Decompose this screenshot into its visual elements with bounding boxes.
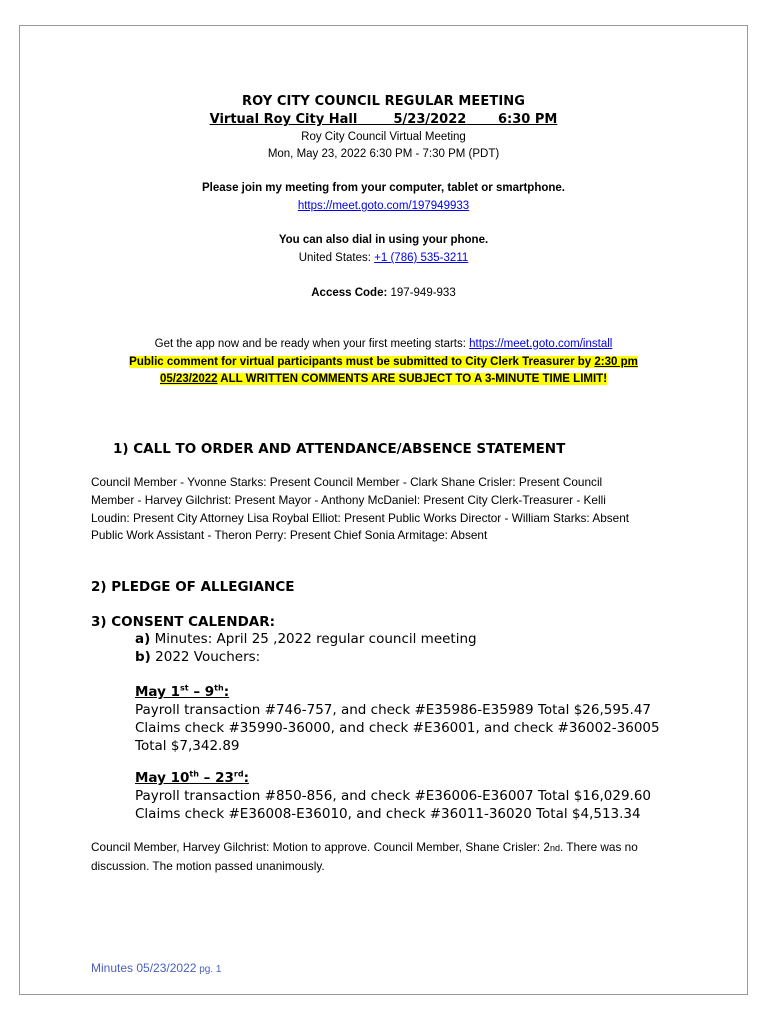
- notice-date: 05/23/2022: [159, 373, 218, 385]
- section-2-heading: 2) PLEDGE OF ALLEGIANCE: [91, 579, 295, 595]
- item-b-text: 2022 Vouchers:: [150, 649, 261, 665]
- meeting-link[interactable]: https://meet.goto.com/197949933: [297, 200, 470, 212]
- notice-line-1: [20, 356, 747, 368]
- period-1-end-sup: th: [214, 683, 224, 693]
- dial-instruction: You can also dial in using your phone.: [278, 234, 489, 246]
- meeting-name: Roy City Council Virtual Meeting: [301, 131, 466, 143]
- item-b-label: b): [135, 649, 151, 665]
- attendance-paragraph: [91, 474, 731, 545]
- motion-line-1: [91, 839, 731, 858]
- join-instruction: Please join my meeting from your computer, tablet or smartphone.: [202, 182, 565, 194]
- voucher-line: Total $7,342.89: [135, 738, 240, 754]
- period-1-start-sup: st: [180, 683, 189, 693]
- subtitle-date: 5/23/2022: [393, 112, 467, 127]
- item-a-label: a): [135, 631, 151, 647]
- phone-row: [20, 252, 747, 264]
- motion-text-end: . There was no: [559, 840, 638, 854]
- period-2-colon: :: [243, 770, 249, 786]
- access-code-label: Access Code:: [311, 287, 388, 299]
- section-3-heading: 3) CONSENT CALENDAR:: [91, 614, 276, 630]
- document-page: [19, 25, 748, 995]
- voucher-line: Claims check #35990-36000, and check #E36001, and check #36002-36005: [135, 720, 660, 736]
- access-code-value: 197-949-933: [387, 287, 456, 299]
- voucher-line: Payroll transaction #850-856, and check #E36006-E36007 Total $16,029.60: [135, 788, 651, 804]
- footer-text: Minutes 05/23/2022: [91, 961, 197, 975]
- motion-text: Council Member, Harvey Gilchrist: Motion to approve. Council Member, Shane Crisler: 2: [91, 840, 550, 854]
- item-a-text: Minutes: April 25 ,2022 regular council meeting: [150, 631, 477, 647]
- period-2-end-sup: rd: [233, 769, 244, 779]
- notice-line-2: [20, 373, 747, 385]
- voucher-line: Payroll transaction #746-757, and check #E35986-E35989 Total $26,595.47: [135, 702, 651, 718]
- consent-item-a: [135, 631, 477, 647]
- country-label: United States:: [298, 252, 375, 264]
- voucher-line: Claims check #E36008-E36010, and check #36011-36020 Total $4,513.34: [135, 806, 641, 822]
- meeting-subtitle: [20, 112, 747, 127]
- period-2-details: [135, 787, 651, 823]
- period-1-end: – 9: [188, 684, 215, 700]
- motion-paragraph: [91, 839, 731, 876]
- period-1-heading: [135, 684, 229, 700]
- meeting-title: ROY CITY COUNCIL REGULAR MEETING: [241, 94, 526, 109]
- join-link-row: [20, 200, 747, 212]
- period-1-colon: :: [223, 684, 230, 700]
- period-2-start-sup: th: [189, 769, 199, 779]
- section-1-heading: 1) CALL TO ORDER AND ATTENDANCE/ABSENCE STATEMENT: [113, 441, 566, 457]
- attendance-line: Council Member - Yvonne Starks: Present Council Member - Clark Shane Crisler: Present Council: [91, 475, 603, 489]
- period-2-heading: [135, 770, 249, 786]
- footer-page-number: pg. 1: [196, 964, 222, 975]
- subtitle-time: 6:30 PM: [498, 112, 558, 127]
- motion-ordinal: nd: [549, 843, 560, 853]
- attendance-line: Public Work Assistant - Theron Perry: Present Chief Sonia Armitage: Absent: [91, 528, 488, 543]
- period-1-start: May 1: [135, 684, 181, 700]
- notice-text-2: ALL WRITTEN COMMENTS ARE SUBJECT TO A 3-MINUTE TIME LIMIT!: [217, 373, 608, 385]
- notice-text-1: Public comment for virtual participants must be submitted to City Clerk Treasurer by: [129, 356, 595, 368]
- phone-link[interactable]: +1 (786) 535-3211: [374, 252, 469, 264]
- access-code-row: [20, 287, 747, 299]
- app-row: [20, 338, 747, 350]
- motion-line-2: discussion. The motion passed unanimously.: [91, 858, 325, 873]
- consent-item-b: [135, 649, 260, 665]
- attendance-line: Loudin: Present City Attorney Lisa Roybal Elliot: Present Public Works Director - William Starks: Absent: [91, 510, 630, 525]
- period-2-start: May 10: [135, 770, 190, 786]
- attendance-line: Member - Harvey Gilchrist: Present Mayor - Anthony McDaniel: Present City Clerk-Treasurer - Kelli: [91, 492, 606, 507]
- app-text: Get the app now and be ready when your first meeting starts:: [154, 338, 470, 350]
- notice-time: 2:30 pm: [594, 356, 638, 368]
- period-1-details: [135, 701, 660, 755]
- period-2-end: – 23: [198, 770, 234, 786]
- meeting-time: Mon, May 23, 2022 6:30 PM - 7:30 PM (PDT): [267, 148, 500, 160]
- app-install-link[interactable]: https://meet.goto.com/install: [469, 338, 613, 350]
- subtitle-place: Virtual Roy City Hall: [209, 112, 358, 127]
- page-footer: [91, 961, 221, 975]
